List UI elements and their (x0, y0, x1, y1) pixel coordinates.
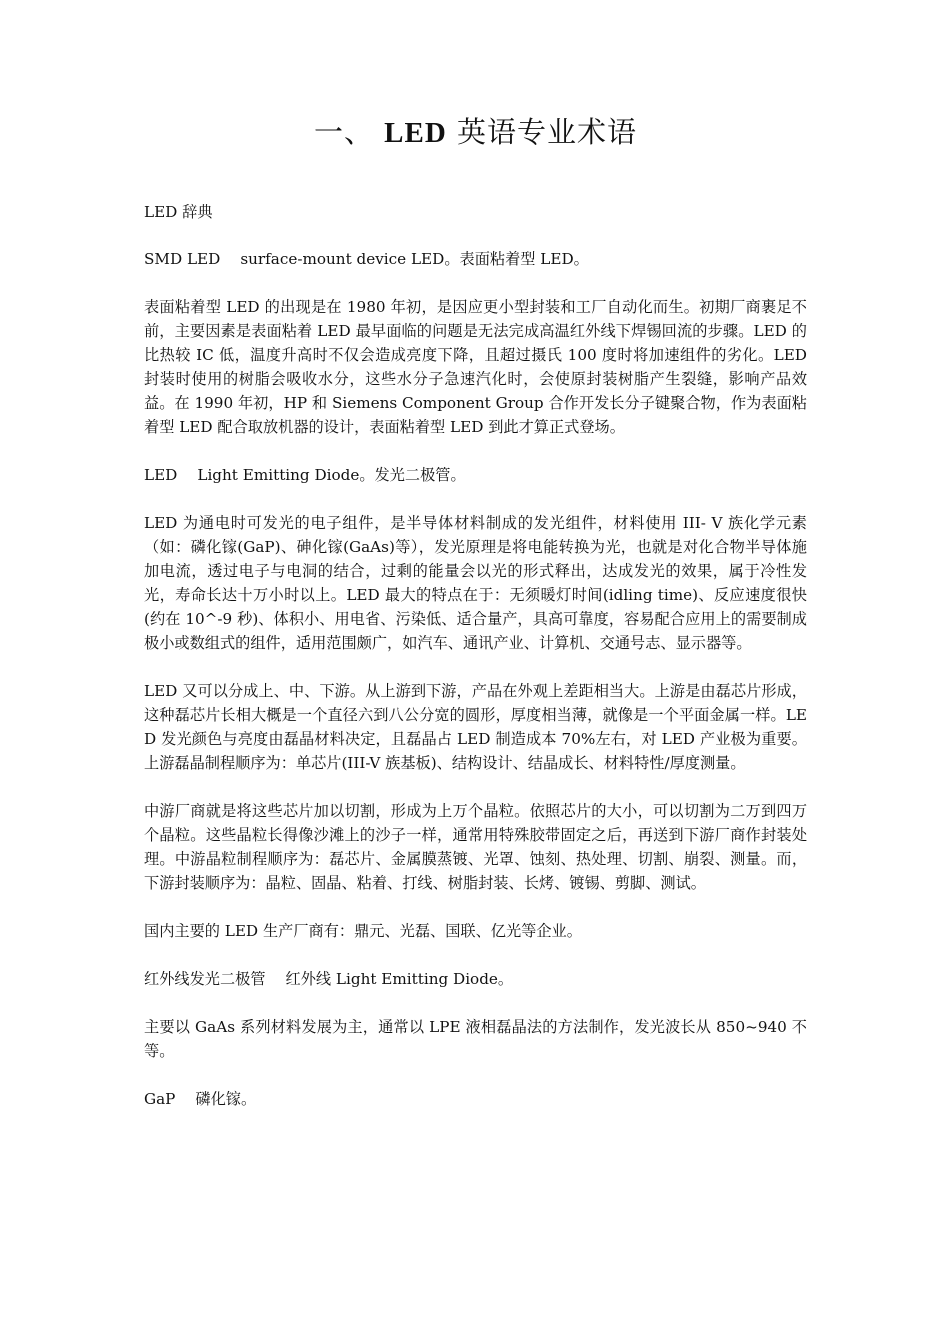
paragraph-led-industry-upstream: LED 又可以分成上、中、下游。从上游到下游，产品在外观上差距相当大。上游是由磊芯片形成，这种磊芯片长相大概是一个直径六到八公分宽的圆形，厚度相当薄，就像是一个平面金属一样。LED 发光颜色与亮度由磊晶材料决定，且磊晶占 LED 制造成本 70%左右，对 LED 产业极为重要。上游磊晶制程顺序为：单芯片(III-V 族基板)、结构设计、结晶成长、材料特性/厚度测量。 (144, 682, 807, 772)
paragraph-term-gap: GaP 磷化镓。 (144, 1090, 257, 1108)
title-suffix: 英语专业术语 (457, 115, 638, 149)
paragraph-term-smd-led: SMD LED surface-mount device LED。表面粘着型 LED。 (144, 250, 589, 268)
paragraph-led-midstream: 中游厂商就是将这些芯片加以切割，形成为上万个晶粒。依照芯片的大小，可以切割为二万到四万个晶粒。这些晶粒长得像沙滩上的沙子一样，通常用特殊胶带固定之后，再送到下游厂商作封装处理。中游晶粒制程顺序为：磊芯片、金属膜蒸镀、光罩、蚀刻、热处理、切割、崩裂、测量。而，下游封装顺序为：晶粒、固晶、粘着、打线、树脂封装、长烤、镀锡、剪脚、测试。 (144, 802, 807, 892)
paragraph-term-ir-led: 红外线发光二极管 红外线 Light Emitting Diode。 (144, 970, 514, 988)
paragraph-led-manufacturers: 国内主要的 LED 生产厂商有：鼎元、光磊、国联、亿光等企业。 (144, 922, 582, 940)
paragraph-heading: LED 辞典 (144, 203, 213, 221)
page-title (144, 0, 807, 162)
paragraph-term-led: LED Light Emitting Diode。发光二极管。 (144, 466, 466, 484)
paragraph-smd-description: 表面粘着型 LED 的出现是在 1980 年初，是因应更小型封装和工厂自动化而生。初期厂商裹足不前，主要因素是表面粘着 LED 最早面临的问题是无法完成高温红外线下焊锡回流的步骤。LED 的比热较 IC 低，温度升高时不仅会造成亮度下降，且超过摄氏 100 度时将加速组件的劣化。LED 封装时使用的树脂会吸收水分，这些水分子急速汽化时，会使原封装树脂产生裂缝，影响产品效益。在 1990 年初，HP 和 Siemens Component Group 合作开发长分子键聚合物，作为表面粘着型 LED 配合取放机器的设计，表面粘着型 LED 到此才算正式登场。 (144, 298, 807, 436)
title-prefix: 一、 (313, 115, 374, 149)
paragraph-led-description: LED 为通电时可发光的电子组件，是半导体材料制成的发光组件，材料使用 III- V 族化学元素（如：磷化镓(GaP)、砷化镓(GaAs)等），发光原理是将电能转换为光，也就是对化合物半导体施加电流，透过电子与电洞的结合，过剩的能量会以光的形式释出，达成发光的效果，属于冷性发光，寿命长达十万小时以上。LED 最大的特点在于：无须暖灯时间(idling time)、反应速度很快(约在 10^-9 秒)、体积小、用电省、污染低、适合量产，具高可靠度，容易配合应用上的需要制成极小或数组式的组件，适用范围颇广，如汽车、通讯产业、计算机、交通号志、显示器等。 (144, 514, 807, 652)
paragraph-ir-led-description: 主要以 GaAs 系列材料发展为主，通常以 LPE 液相磊晶法的方法制作，发光波长从 850~940 不等。 (144, 1018, 807, 1060)
document-body (144, 200, 807, 1111)
title-bold: LED (384, 117, 447, 149)
